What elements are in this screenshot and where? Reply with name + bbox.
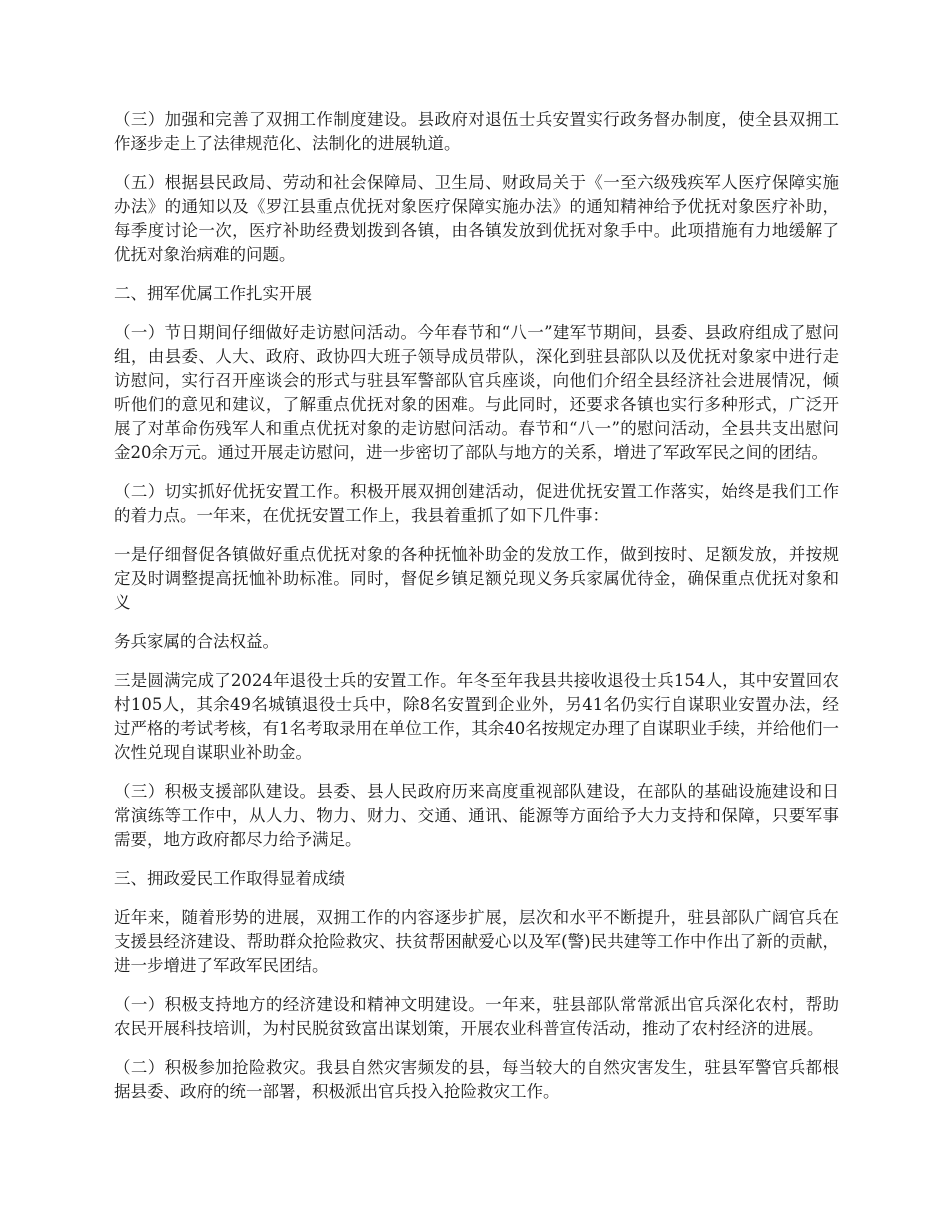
- paragraph-holiday-visits: （一）节日期间仔细做好走访慰问活动。今年春节和“八一”建军节期间，县委、县政府组成了慰问组，由县委、人大、政府、政协四大班子领导成员带队，深化到驻县部队以及优抚对象家中进行走访慰问，实行召开座谈会的形式与驻县军警部队官兵座谈，向他们介绍全县经济社会进展情况，倾听他们的意见和建议，了解重点优抚对象的困难。与此同时，还要求各镇也实行多种形式，广泛开展了对革命伤残军人和重点优抚对象的走访慰问活动。春节和“八一”的慰问活动，全县共支出慰问金20余万元。通过开展走访慰问，进一步密切了部队与地方的关系，增进了军政军民之间的团结。: [114, 323, 839, 462]
- paragraph-disaster-relief: （二）积极参加抢险救灾。我县自然灾害频发的县，每当较大的自然灾害发生，驻县军警官兵都根据县委、政府的统一部署，积极派出官兵投入抢险救灾工作。: [114, 1058, 839, 1101]
- paragraph-recent-years: 近年来，随着形势的进展，双拥工作的内容逐步扩展，层次和水平不断提升，驻县部队广阔官兵在支援县经济建设、帮助群众抢险救灾、扶贫帮困献爱心以及军(警)民共建等工作中作出了新的贡献，进一步增进了军政军民团结。: [114, 908, 839, 975]
- section-heading-support-government: 三、拥政爱民工作取得显着成绩: [114, 869, 345, 888]
- paragraph-economic-support: （一）积极支持地方的经济建设和精神文明建设。一年来，驻县部队常常派出官兵深化农村，帮助农民开展科技培训，为村民脱贫致富出谋划策，开展农业科普宣传活动，推动了农村经济的进展。: [114, 995, 839, 1038]
- paragraph-item-three: 三是圆满完成了2024年退役士兵的安置工作。年冬至年我县共接收退役士兵154人，其中安置回农村105人，其余49名城镇退役士兵中，除8名安置到企业外，另41名仍实行自谋职业安置办法，经过严格的考试考核，有1名考取录用在单位工作，其余40名按规定办理了自谋职业手续，并给他们一次性兑现自谋职业补助金。: [114, 671, 839, 762]
- paragraph-item-one-continued: 务兵家属的合法权益。: [114, 632, 279, 651]
- section-heading-support-army: 二、拥军优属工作扎实开展: [114, 284, 312, 303]
- paragraph-army-construction: （三）积极支援部队建设。县委、县人民政府历来高度重视部队建设，在部队的基础设施建设和日常演练等工作中，从人力、物力、财力、交通、通讯、能源等方面给予大力支持和保障，只要军事需要，地方政府都尽力给予满足。: [114, 782, 839, 849]
- paragraph-system-building: （三）加强和完善了双拥工作制度建设。县政府对退伍士兵安置实行政务督办制度，使全县双拥工作逐步走上了法律规范化、法制化的进展轨道。: [114, 110, 839, 153]
- document-page: [114, 108, 839, 1104]
- paragraph-medical-subsidy: （五）根据县民政局、劳动和社会保障局、卫生局、财政局关于《一至六级残疾军人医疗保障实施办法》的通知以及《罗江县重点优抚对象医疗保障实施办法》的通知精神给予优抚对象医疗补助，每季度讨论一次，医疗补助经费划拨到各镇，由各镇发放到优抚对象手中。此项措施有力地缓解了优抚对象治病难的问题。: [114, 173, 839, 264]
- paragraph-item-one: 一是仔细督促各镇做好重点优抚对象的各种抚恤补助金的发放工作，做到按时、足额发放，并按规定及时调整提高抚恤补助标准。同时，督促乡镇足额兑现义务兵家属优待金，确保重点优抚对象和义: [114, 545, 839, 612]
- paragraph-resettlement-work: （二）切实抓好优抚安置工作。积极开展双拥创建活动，促进优抚安置工作落实，始终是我们工作的着力点。一年来，在优抚安置工作上，我县着重抓了如下几件事：: [114, 482, 839, 525]
